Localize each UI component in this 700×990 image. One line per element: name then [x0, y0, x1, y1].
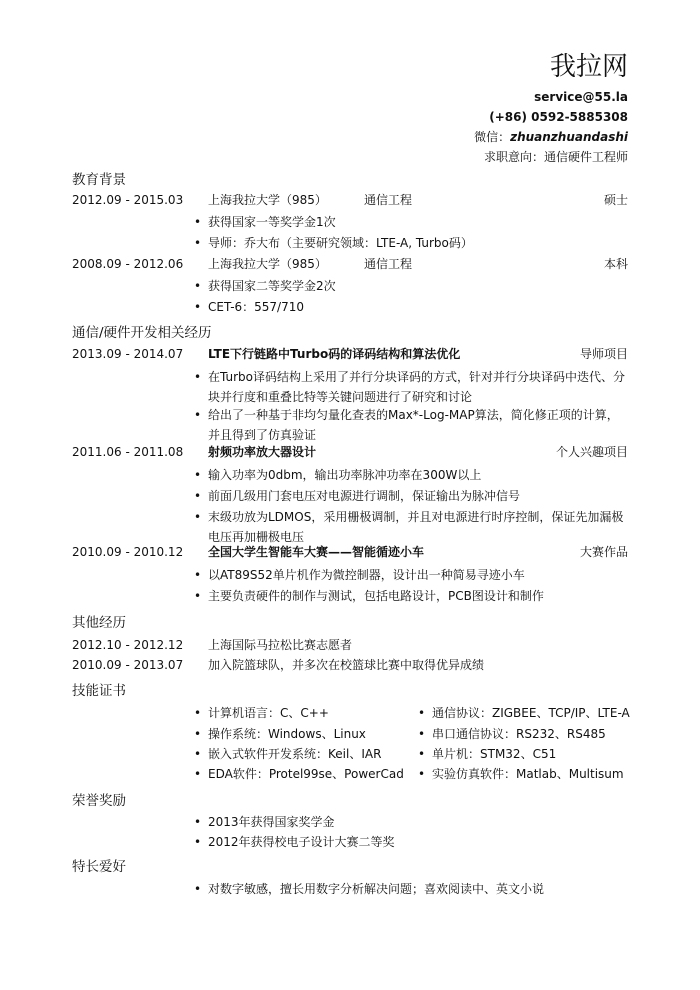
- section-title-hobbies: 特长爱好: [72, 859, 126, 875]
- bullet-icon: •: [194, 767, 202, 781]
- list-item: • 主要负责硬件的制作与测试，包括电路设计，PCB图设计和制作: [194, 587, 628, 607]
- candidate-name: 我拉网: [549, 52, 628, 82]
- experience-date: 2011.06 - 2011.08: [72, 445, 184, 459]
- experience-row: [72, 345, 628, 363]
- bullet-icon: •: [194, 568, 202, 582]
- bullet-icon: •: [194, 882, 202, 896]
- bullet-icon: •: [194, 215, 202, 229]
- bullet-icon: •: [194, 279, 202, 293]
- bullet-icon: •: [194, 510, 202, 524]
- list-item: • 输入功率为0dbm，输出功率脉冲功率在300W以上: [194, 466, 628, 486]
- list-item: • 对数字敏感，擅长用数字分析解决问题；喜欢阅读中、英文小说: [194, 880, 628, 900]
- list-item: • 给出了一种基于非均匀量化查表的Max*-Log-MAP算法，简化修正项的计算，并且得到了仿真验证: [194, 408, 619, 442]
- other-text: 上海国际马拉松比赛志愿者: [208, 638, 353, 652]
- section-title-education: 教育背景: [72, 172, 126, 188]
- bullet-icon: •: [194, 589, 202, 603]
- project-name: 全国大学生智能车大赛——智能循迹小车: [208, 545, 425, 559]
- list-item: • 前面几级用门套电压对电源进行调制，保证输出为脉冲信号: [194, 487, 628, 507]
- section-title-honors: 荣誉奖励: [72, 793, 126, 809]
- job-objective: 求职意向：通信硬件工程师: [483, 150, 628, 164]
- skill-item: • EDA软件：Protel99se、PowerCad: [194, 767, 404, 781]
- resume-header: [474, 50, 628, 167]
- list-item: • 2013年获得国家奖学金: [194, 813, 628, 833]
- email[interactable]: service@55.la: [534, 90, 628, 104]
- bullet-icon: •: [194, 747, 202, 761]
- experience-row: [72, 543, 628, 561]
- experience-row: [72, 443, 628, 461]
- education-row: [72, 255, 628, 273]
- list-item: • 2012年获得校电子设计大赛二等奖: [194, 833, 628, 853]
- bullet-icon: •: [194, 815, 202, 829]
- wechat: [474, 127, 628, 147]
- project-type: 大赛作品: [579, 545, 628, 559]
- bullet-icon: •: [418, 727, 426, 741]
- major: 通信工程: [364, 193, 413, 207]
- list-item: • 以AT89S52单片机作为微控制器，设计出一种简易寻迹小车: [194, 566, 628, 586]
- list-item: • 在Turbo译码结构上采用了并行分块译码的方式，针对并行分块译码中迭代、分块并行度和重叠比特等关键问题进行了研究和讨论: [194, 370, 626, 404]
- bullet-icon: •: [194, 408, 202, 422]
- bullet-icon: •: [194, 706, 202, 720]
- education-date: 2008.09 - 2012.06: [72, 257, 184, 271]
- phone: (+86) 0592-5885308: [489, 110, 628, 124]
- project-name: 射频功率放大器设计: [208, 445, 317, 459]
- skill-item: • 串口通信协议：RS232、RS485: [418, 727, 606, 741]
- other-date: 2010.09 - 2013.07: [72, 658, 184, 672]
- skill-item: • 通信协议：ZIGBEE、TCP/IP、LTE-A: [418, 706, 630, 720]
- bullet-icon: •: [194, 300, 202, 314]
- school-name: 上海我拉大学（985）: [208, 257, 327, 271]
- bullet-icon: •: [418, 767, 426, 781]
- school-name: 上海我拉大学（985）: [208, 193, 327, 207]
- bullet-icon: •: [194, 835, 202, 849]
- skill-item: • 嵌入式软件开发系统：Keil、IAR: [194, 747, 382, 761]
- other-date: 2012.10 - 2012.12: [72, 638, 184, 652]
- other-row: [72, 656, 628, 674]
- bullet-icon: •: [194, 236, 202, 250]
- bullet-icon: •: [418, 706, 426, 720]
- other-text: 加入院篮球队，并多次在校篮球比赛中取得优异成绩: [208, 658, 485, 672]
- list-item: • 获得国家一等奖学金1次: [194, 213, 628, 233]
- education-row: [72, 191, 628, 209]
- skill-item: • 操作系统：Windows、Linux: [194, 727, 366, 741]
- list-item: • 导师：乔大布（主要研究领域：LTE-A, Turbo码）: [194, 234, 628, 254]
- list-item: • 获得国家二等奖学金2次: [194, 277, 628, 297]
- bullet-icon: •: [418, 747, 426, 761]
- project-type: 导师项目: [579, 347, 628, 361]
- skill-item: • 计算机语言：C、C++: [194, 706, 329, 720]
- project-name: LTE下行链路中Turbo码的译码结构和算法优化: [208, 347, 461, 361]
- skill-item: • 单片机：STM32、C51: [418, 747, 557, 761]
- bullet-icon: •: [194, 727, 202, 741]
- major: 通信工程: [364, 257, 413, 271]
- project-type: 个人兴趣项目: [555, 445, 628, 459]
- wechat-label: 微信：: [474, 130, 511, 144]
- education-date: 2012.09 - 2015.03: [72, 193, 184, 207]
- list-item: • CET-6：557/710: [194, 298, 628, 318]
- degree: 硕士: [603, 193, 628, 207]
- experience-date: 2010.09 - 2010.12: [72, 545, 184, 559]
- experience-date: 2013.09 - 2014.07: [72, 347, 184, 361]
- bullet-icon: •: [194, 468, 202, 482]
- section-title-skills: 技能证书: [72, 683, 126, 699]
- section-title-other: 其他经历: [72, 615, 126, 631]
- wechat-id: zhuanzhuandashi: [510, 130, 628, 144]
- section-title-experience: 通信/硬件开发相关经历: [72, 325, 212, 341]
- skill-item: • 实验仿真软件：Matlab、Multisum: [418, 767, 624, 781]
- degree: 本科: [603, 257, 628, 271]
- bullet-icon: •: [194, 370, 202, 384]
- other-row: [72, 636, 628, 654]
- list-item: • 末级功放为LDMOS，采用栅极调制，并且对电源进行时序控制，保证先加漏极电压再加栅极电压: [194, 510, 624, 544]
- bullet-icon: •: [194, 489, 202, 503]
